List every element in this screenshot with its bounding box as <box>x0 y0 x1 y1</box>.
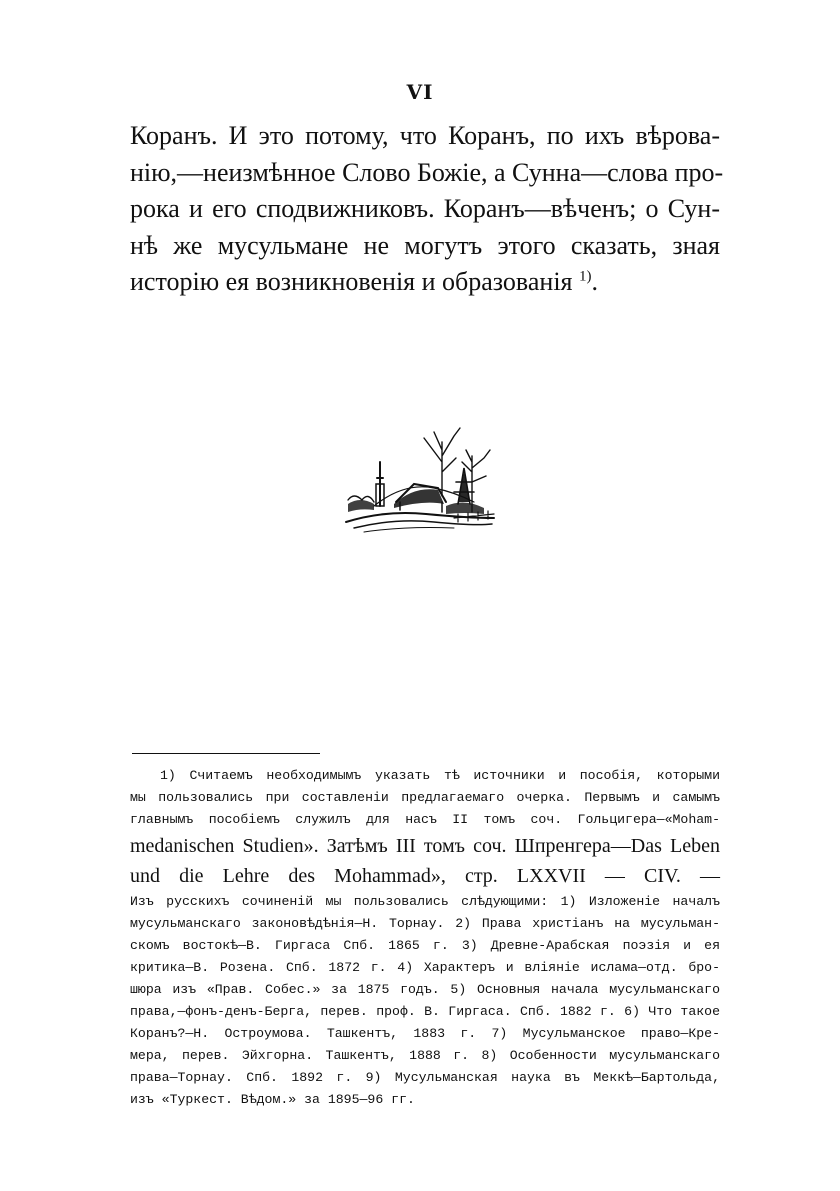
footnote-line: Изъ русскихъ сочиненій мы пользовались слѣдующими: 1) Изложеніе началъ <box>130 894 720 909</box>
winter-landscape-vignette <box>334 422 500 536</box>
footnote-line: und die Lehre des Mohammad», стр. LXXVII — CIV. — <box>130 865 720 887</box>
footnote-line: шюра изъ «Прав. Собес.» за 1875 годъ. 5) Основныя начала мусульманскаго <box>130 982 720 997</box>
main-text-last-line: исторію ея возникновенія и образованія $^{1)}$. <box>130 267 598 296</box>
footnote-line: главнымъ пособіемъ служилъ для насъ II томъ соч. Гольцигера—«Moham- <box>130 812 720 827</box>
footnote-line: права,—фонъ-денъ-Берга, перев. проф. В. Гиргаса. Спб. 1882 г. 6) Что такое <box>130 1004 720 1019</box>
footnotes <box>130 765 720 1111</box>
footnote-line: 1) Считаемъ необходимымъ указать тѣ источники и пособія, которыми <box>160 768 720 783</box>
main-text-line: нію,—неизмѣнное Слово Божіе, а Сунна—слова про- <box>130 157 724 187</box>
footnote-separator <box>132 753 320 754</box>
main-text-line: Коранъ. И это потому, что Коранъ, по ихъ вѣрова- <box>130 121 720 150</box>
main-text-line: исторію ея возникновенія и образованія <box>130 267 573 296</box>
main-text <box>130 118 724 301</box>
main-text-line: рока и его сподвижниковъ. Коранъ—вѣченъ; о Сун- <box>130 194 720 223</box>
footnote-line: права—Торнау. Спб. 1892 г. 9) Мусульманская наука въ Меккѣ—Бартольда, <box>130 1070 720 1085</box>
footnote-line: мы пользовались при составленіи предлагаемаго очерка. Первымъ и самымъ <box>130 790 720 805</box>
footnote-line: мера, перев. Эйхгорна. Ташкентъ, 1888 г. 8) Особенности мусульманскаго <box>130 1048 720 1063</box>
footnote-line: скомъ востокѣ—В. Гиргаса Спб. 1865 г. 3) Древне-Арабская поэзія и ея <box>130 938 720 953</box>
footnote-line: критика—В. Розена. Спб. 1872 г. 4) Характеръ и вліяніе ислама—отд. бро- <box>130 960 720 975</box>
footnote-line: изъ «Туркест. Вѣдом.» за 1895—96 гг. <box>130 1092 415 1107</box>
footnote-line: мусульманскаго законовѣдѣнія—Н. Торнау. 2) Права христіанъ на мусульман- <box>130 916 720 931</box>
footnote-line: medanischen Studien». Затѣмъ III томъ соч. Шпренгера—Das Leben <box>130 835 720 857</box>
footnote-line: Коранъ?—Н. Остроумова. Ташкентъ, 1883 г. 7) Мусульманское право—Кре- <box>130 1026 720 1041</box>
page-number: VI <box>406 80 434 104</box>
main-text-line: нѣ же мусульмане не могутъ этого сказать, зная <box>130 230 720 260</box>
footnote-reference: 1) <box>579 268 592 285</box>
